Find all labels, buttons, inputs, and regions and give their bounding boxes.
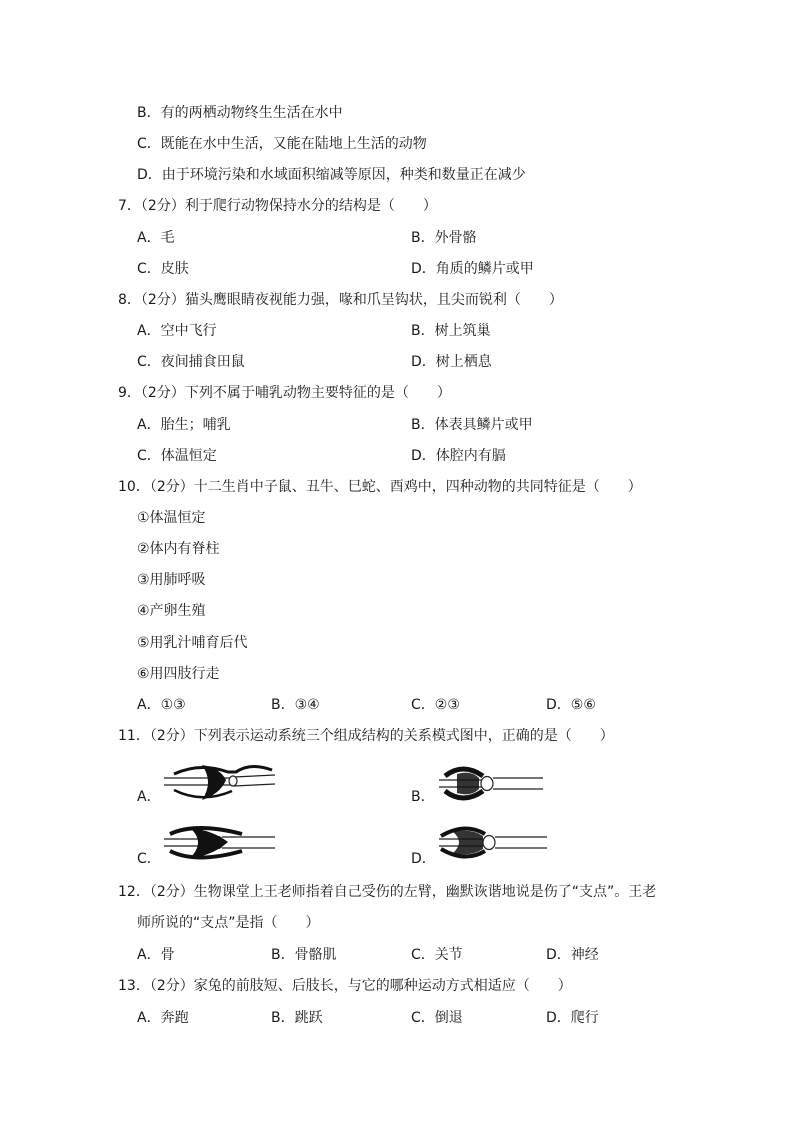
q7-option-c: C．皮肤 [137,261,189,277]
q9-stem: 9．（2分）下列不属于哺乳动物主要特征的是（ ） [118,385,451,401]
q8-option-a: A．空中飞行 [137,323,217,339]
q9-option-b: B．体表具鳞片或甲 [411,417,533,433]
q12-option-c: C．关节 [411,947,463,963]
q7-option-b: B．外骨骼 [411,230,477,246]
q12-option-a: A．骨 [137,947,175,963]
q7-option-a: A．毛 [137,230,175,246]
q12-stem-line2: 师所说的“支点”是指（ ） [137,915,320,931]
q10-option-a: A．①③ [137,697,186,713]
q11-stem: 11．（2分）下列表示运动系统三个组成结构的关系模式图中，正确的是（ ） [118,728,614,744]
q10-item-6: ⑥用四肢行走 [137,666,220,682]
q7-stem: 7．（2分）利于爬行动物保持水分的结构是（ ） [118,198,437,214]
q6-option-d: D．由于环境污染和水域面积缩减等原因，种类和数量正在减少 [137,167,526,183]
q13-option-c: C．倒退 [411,1010,463,1026]
q12-option-d: D．神经 [546,947,599,963]
q10-option-b: B．③④ [271,697,320,713]
q13-option-b: B．跳跃 [271,1010,323,1026]
q10-item-4: ④产卵生殖 [137,603,206,619]
q12-stem-line1: 12．（2分）生物课堂上王老师指着自己受伤的左臂，幽默诙谐地说是伤了“支点”。王老 [118,884,657,900]
q12-option-b: B．骨骼肌 [271,947,337,963]
q10-stem: 10．（2分）十二生肖中子鼠、丑牛、巳蛇、酉鸡中，四种动物的共同特征是（ ） [118,479,642,495]
q6-option-c: C．既能在水中生活，又能在陆地上生活的动物 [137,136,427,152]
q11-figure-b-label: B． [411,789,435,805]
q13-option-a: A．奔跑 [137,1010,189,1026]
q9-option-a: A．胎生；哺乳 [137,417,231,433]
q8-option-c: C．夜间捕食田鼠 [137,354,245,370]
q10-item-3: ③用肺呼吸 [137,572,206,588]
q11-figure-d-label: D． [411,851,436,867]
q10-item-5: ⑤用乳汁哺育后代 [137,635,248,651]
q11-figure-c-label: C． [137,851,161,867]
q11-figure-b-diagram [437,764,545,804]
q11-figure-a-label: A． [137,789,161,805]
q8-option-b: B．树上筑巢 [411,323,491,339]
q11-figure-a-diagram [162,760,277,806]
q11-figure-c-diagram [162,822,277,864]
q6-option-b: B．有的两栖动物终生生活在水中 [137,105,343,121]
q8-option-d: D．树上栖息 [411,354,492,370]
q10-item-2: ②体内有脊柱 [137,541,220,557]
q9-option-c: C．体温恒定 [137,448,217,464]
q13-option-d: D．爬行 [546,1010,599,1026]
q10-option-c: C．②③ [411,697,460,713]
q10-option-d: D．⑤⑥ [546,697,596,713]
q10-item-1: ①体温恒定 [137,510,206,526]
q13-stem: 13．（2分）家兔的前肢短、后肢长，与它的哪种运动方式相适应（ ） [118,978,572,994]
q11-figure-d-diagram [437,822,549,864]
q9-option-d: D．体腔内有膈 [411,448,506,464]
q7-option-d: D．角质的鳞片或甲 [411,261,534,277]
q8-stem: 8．（2分）猫头鹰眼睛夜视能力强，喙和爪呈钩状，且尖而锐利（ ） [118,292,563,308]
